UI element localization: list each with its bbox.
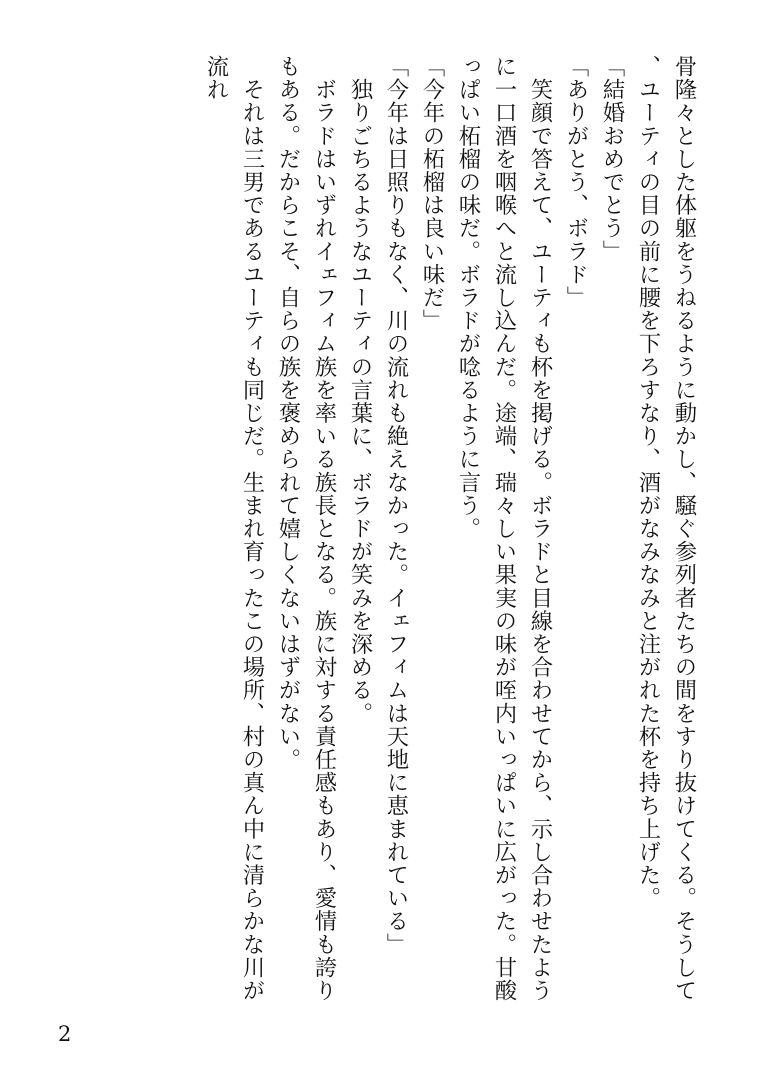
paragraph-8: ボラドはいずれイェフィム族を率いる族長となる。族に対する責任感もあり、愛情も誇りもある。だからこそ、自らの族を褒められて嬉しくないはずがない。 [275, 55, 337, 1003]
paragraph-3: 「ありがとう、ボラド」 [563, 55, 589, 310]
paragraph-7: 独りごちるようなユーティの言葉に、ボラドが笑みを深める。 [347, 55, 373, 725]
paragraph-9: それは三男であるユーティも同じだ。生まれ育ったこの場所、村の真ん中に清らかな川が流れ [203, 55, 265, 1003]
page-number: 2 [58, 1022, 72, 1046]
paragraph-1: 骨隆々とした体躯をうねるように動かし、騒ぐ参列者たちの間をすり抜けてくる。そうして、ユーティの目の前に腰を下ろすなり、酒がなみなみと注がれた杯を持ち上げた。 [635, 55, 697, 1003]
paragraph-2: 「結婚おめでとう」 [599, 55, 625, 263]
paragraph-6: 「今年は日照りもなく、川の流れも絶えなかった。イェフィムは天地に恵まれている」 [383, 55, 409, 956]
paragraph-4: 笑顔で答えて、ユーティも杯を掲げる。ボラドと目線を合わせてから、示し合わせたように一口酒を咽喉へと流し込んだ。途端、瑞々しい果実の味が咥内いっぱいに広がった。甘酸っぱい柘榴の味だ。ボラドが唸るように言う。 [455, 55, 553, 1003]
paragraph-5: 「今年の柘榴は良い味だ」 [419, 55, 445, 333]
vertical-text-body [42, 55, 702, 1010]
